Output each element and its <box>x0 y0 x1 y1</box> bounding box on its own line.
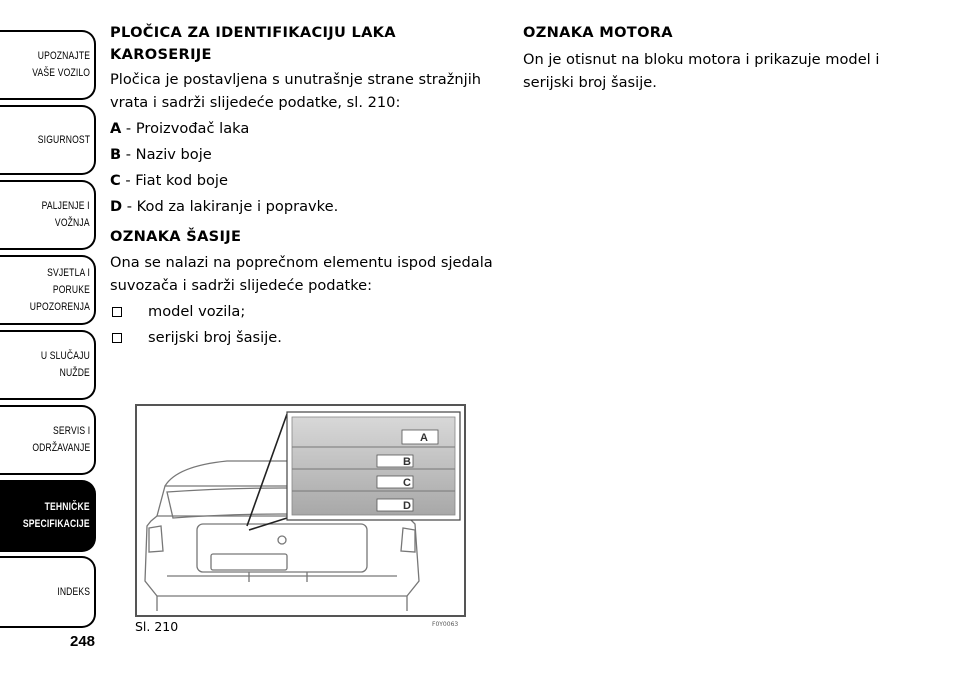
item-letter: C <box>110 172 121 189</box>
tab-indeks[interactable] <box>0 556 96 628</box>
plate-label-a: A <box>420 432 428 444</box>
tab-servis-i-odrzavanje[interactable] <box>0 405 96 475</box>
item-text: - Proizvođač laka <box>121 120 250 137</box>
checkbox-bullet-icon <box>112 333 122 343</box>
tab-upoznajte-vase-vozilo[interactable] <box>0 30 96 100</box>
item-letter: B <box>110 146 122 163</box>
item-text: - Kod za lakiranje i popravke. <box>122 198 339 215</box>
plate-label-d: D <box>403 500 411 512</box>
tab-label: UPOZNAJTE VAŠE VOZILO <box>32 50 90 79</box>
bullet-text: model vozila; <box>148 303 246 320</box>
right-column <box>523 22 903 94</box>
engine-paragraph: On je otisnut na bloku motora i prikazuje model i serijski broj šasije. <box>523 51 880 91</box>
tab-paljenje-i-voznja[interactable] <box>0 180 96 250</box>
tab-label: SVJETLA I PORUKE UPOZORENJA <box>29 266 90 313</box>
tab-sigurnost[interactable] <box>0 105 96 175</box>
item-text: - Fiat kod boje <box>120 172 228 189</box>
page-number: 248 <box>70 633 96 650</box>
plate-label-b: B <box>403 456 411 468</box>
heading-engine-marking: OZNAKA MOTORA <box>523 24 673 41</box>
figure-code: F0Y0063 <box>432 621 459 628</box>
paint-plate-paragraph: Pločica je postavljena s unutrašnje strane stražnjih vrata i sadrži slijedeće podatke, sl. 210: <box>110 71 482 111</box>
tab-tehnicke-specifikacije[interactable] <box>0 480 96 552</box>
plate-label-c: C <box>403 477 411 489</box>
item-text: - Naziv boje <box>121 146 212 163</box>
list-item <box>110 169 495 192</box>
car-rear-illustration <box>137 406 464 615</box>
tab-label: U SLUČAJU NUŽDE <box>40 350 90 379</box>
left-column <box>110 22 495 349</box>
bullet-item <box>110 300 495 323</box>
item-letter: A <box>110 120 122 137</box>
bullet-item <box>110 326 495 349</box>
figure-caption: Sl. 210 <box>135 619 179 634</box>
tab-label: SIGURNOST <box>37 133 90 146</box>
chassis-paragraph: Ona se nalazi na poprečnom elementu ispod sjedala suvozača i sadrži slijedeće podatke: <box>110 254 493 294</box>
tab-svjetla-i-poruke[interactable] <box>0 255 96 325</box>
item-letter: D <box>110 198 123 215</box>
heading-paint-plate: PLOČICA ZA IDENTIFIKACIJU LAKA KAROSERIJE <box>110 24 396 63</box>
checkbox-bullet-icon <box>112 307 122 317</box>
list-item <box>110 195 495 218</box>
tab-u-slucaju-nuzde[interactable] <box>0 330 96 400</box>
bullet-text: serijski broj šasije. <box>148 329 282 346</box>
figure-paint-plate <box>135 404 466 617</box>
tab-label: SERVIS I ODRŽAVANJE <box>32 425 90 454</box>
tab-label: TEHNIČKE SPECIFIKACIJE <box>23 501 90 530</box>
tab-label: PALJENJE I VOŽNJA <box>41 200 90 229</box>
list-item <box>110 117 495 140</box>
list-item <box>110 143 495 166</box>
tab-label: INDEKS <box>57 585 90 598</box>
heading-chassis-marking: OZNAKA ŠASIJE <box>110 228 242 245</box>
